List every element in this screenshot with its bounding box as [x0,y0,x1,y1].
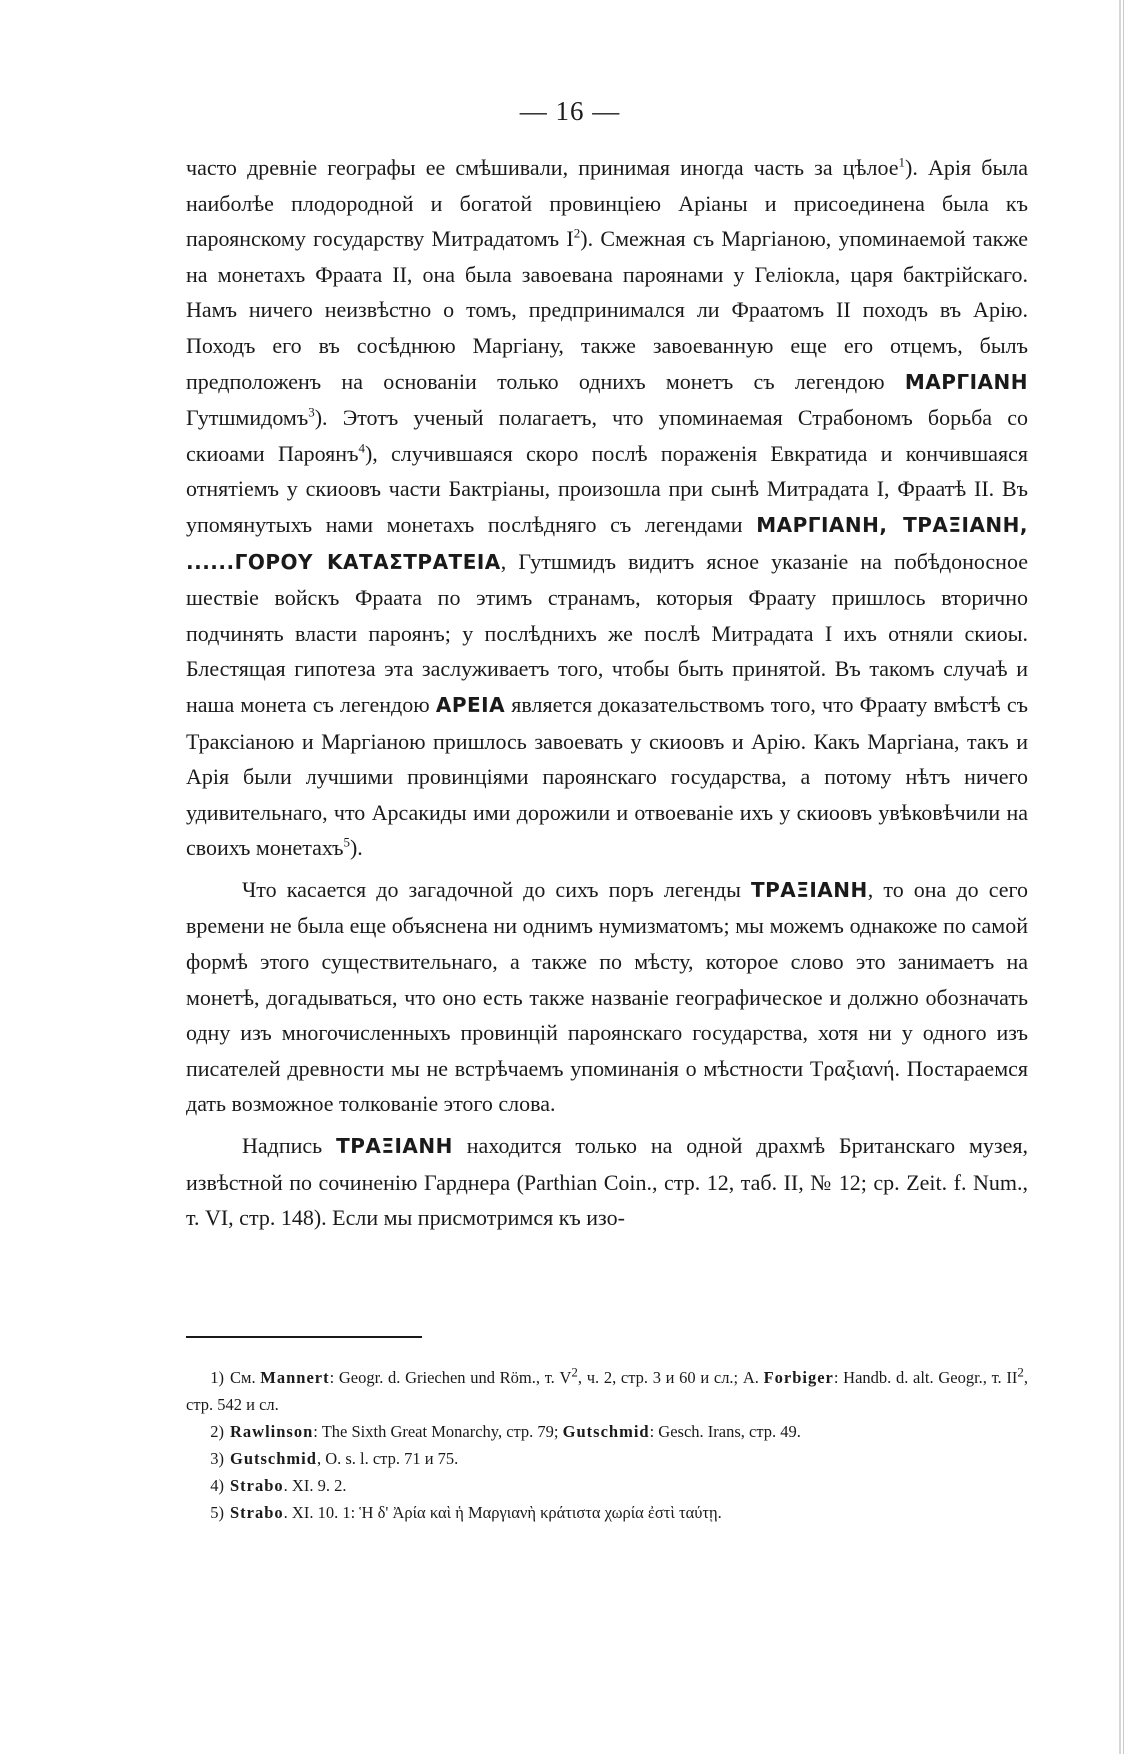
author-name: Forbiger [763,1368,834,1387]
greek-legend: ΤΡΑΞΙΑΝΗ [336,1134,453,1159]
footnote [186,1499,1028,1526]
author-name: Strabo [230,1476,284,1495]
greek-legend: ΜΑΡΓΙΑΝΗ, ΤΡΑΞΙΑΝΗ, ......ΓΟΡΟΥ ΚΑΤΑΣΤΡΑΤΕΙΑ [186,512,1028,574]
text-run: , то она до сего времени не была еще объяснена ни однимъ нумизматомъ; мы можемъ однакоже по самой формѣ этого существительнаго, а также по мѣсту, которое слово это занимаетъ на монетѣ, догадываться, что оно есть также названіе географическое и должно обозначать одну изъ многочисленныхъ провинцій пароянскаго государства, хотя ни у одного изъ писателей древности мы не встрѣчаемъ упоминанія о мѣстности Τραξιανή. Постараемся дать возможное толкованіе этого слова. [186,876,1028,1117]
footnote [186,1445,1028,1472]
text-run: , стр. 542 и сл. [186,1368,1028,1414]
author-name: Gutschmid [562,1422,650,1441]
text-run: , ч. 2, стр. 3 и 60 и сл.; А. [577,1368,764,1387]
page-edge-shadow [1123,0,1124,1754]
text-run: См. [230,1368,261,1387]
footnote-ref: 1 [898,154,905,170]
text-run: ). [349,835,363,861]
author-name: Mannert [260,1368,330,1387]
text-run: Гутшмидомъ [186,405,309,431]
text-run: ), случившаяся скоро послѣ пораженія Евкратида и кончившаяся отнятіемъ у скиоовъ части Бактріаны, произошла при сынѣ Митрадата I, Фраатѣ II. Въ упомянутыхъ нами монетахъ послѣдняго съ легендами [186,440,1028,537]
footnote-ref: 2 [571,1364,578,1380]
page-number: — 16 — [519,96,621,126]
greek-legend: ΑΡΕΙΑ [435,692,506,717]
footnotes [186,1364,1028,1526]
author-name: Rawlinson [230,1422,314,1441]
paragraph-1 [186,150,1028,866]
footnote-number: 5) [210,1503,224,1522]
footnote-ref: 4 [358,440,365,456]
footnote-number: 4) [210,1476,224,1495]
paragraph-3 [186,1128,1028,1236]
text-run: . XI. 9. 2. [283,1476,347,1495]
text-run: Надпись [242,1133,337,1159]
text-run: часто древніе географы ее смѣшивали, принимая иногда часть за цѣлое [186,155,899,180]
main-text [186,150,1028,1236]
footnote-ref: 2 [573,225,581,241]
greek-legend: ΜΑΡΓΙΑΝΗ [904,369,1028,394]
text-run: : Gesch. Irans, стр. 49. [649,1422,801,1441]
footnote-divider [186,1336,422,1338]
text-run: : Geogr. d. Griechen und Röm., т. V [329,1368,572,1387]
text-run: : The Sixth Great Monarchy, стр. 79; [313,1422,563,1441]
footnote-ref: 5 [343,834,350,850]
footnote-number: 3) [210,1449,224,1468]
footnote [186,1472,1028,1499]
author-name: Strabo [230,1503,284,1522]
text-run: Что касается до загадочной до сихъ поръ легенды [242,876,751,902]
footnote [186,1364,1028,1418]
author-name: Gutschmid [230,1449,317,1468]
text-run: ). Арія была наиболѣе плодородной и богатой провинціею Аріаны и присоединена была къ пароянскому государству Митрадатомъ I [186,155,1028,252]
footnote-ref: 2 [1017,1364,1024,1380]
text-run: находится только на одной драхмѣ Британскаго музея, извѣстной по сочиненію Гарднера (Parthian Coin., стр. 12, таб. II, № 12; ср. Zeit. f. Num., т. VI, стр. 148). Если мы присмотримся къ изо- [186,1133,1028,1231]
text-run: ). Этотъ ученый полагаетъ, что упоминаемая Страбономъ борьба со скиоами Пароянъ [186,405,1028,466]
text-run: является доказательствомъ того, что Фраату вмѣстѣ съ Траксіаною и Маргіаною пришлось завоевать у скиоовъ и Арію. Какъ Маргіана, такъ и Арія были лучшими провинціями пароянскаго государства, а потому нѣтъ ничего удивительнаго, что Арсакиды ими дорожили и отвоеваніе ихъ у скиоовъ увѣковѣчили на своихъ монетахъ [186,691,1028,861]
footnote [186,1418,1028,1445]
footnote-ref: 3 [308,404,315,420]
greek-legend: ΤΡΑΞΙΑΝΗ [750,877,868,902]
text-run: . XI. 10. 1: Ἡ δ' Ἀρία καὶ ἡ Μαργιανὴ κράτιστα χωρία ἐστὶ ταύτῃ. [283,1503,722,1522]
text-run: , O. s. l. стр. 71 и 75. [316,1449,459,1468]
text-run: : Handb. d. alt. Geogr., т. II [833,1368,1018,1387]
footnote-number: 2) [210,1422,224,1441]
footnote-number: 1) [210,1368,224,1387]
text-run: ). Смежная съ Маргіаною, упоминаемой также на монетахъ Фраата II, она была завоевана пароянами у Геліокла, царя бактрійскаго. Намъ ничего неизвѣстно о томъ, предпринимался ли Фраатомъ II походъ въ Арію. Походъ его въ сосѣднюю Маргіану, также завоеванную еще его отцемъ, былъ предположенъ на основаніи только однихъ монетъ съ легендою [186,226,1028,394]
page-edge-line [1119,0,1121,1754]
text-run: , Гутшмидъ видитъ ясное указаніе на побѣдоносное шествіе войскъ Фраата по этимъ странамъ, которыя Фраату пришлось вторично подчинять власти пароянъ; у послѣднихъ же послѣ Митрадата I ихъ отняли скиоы. Блестящая гипотеза эта заслуживаетъ того, чтобы быть принятой. Въ такомъ случаѣ и наша монета съ легендою [186,548,1028,717]
paragraph-2 [186,872,1028,1122]
